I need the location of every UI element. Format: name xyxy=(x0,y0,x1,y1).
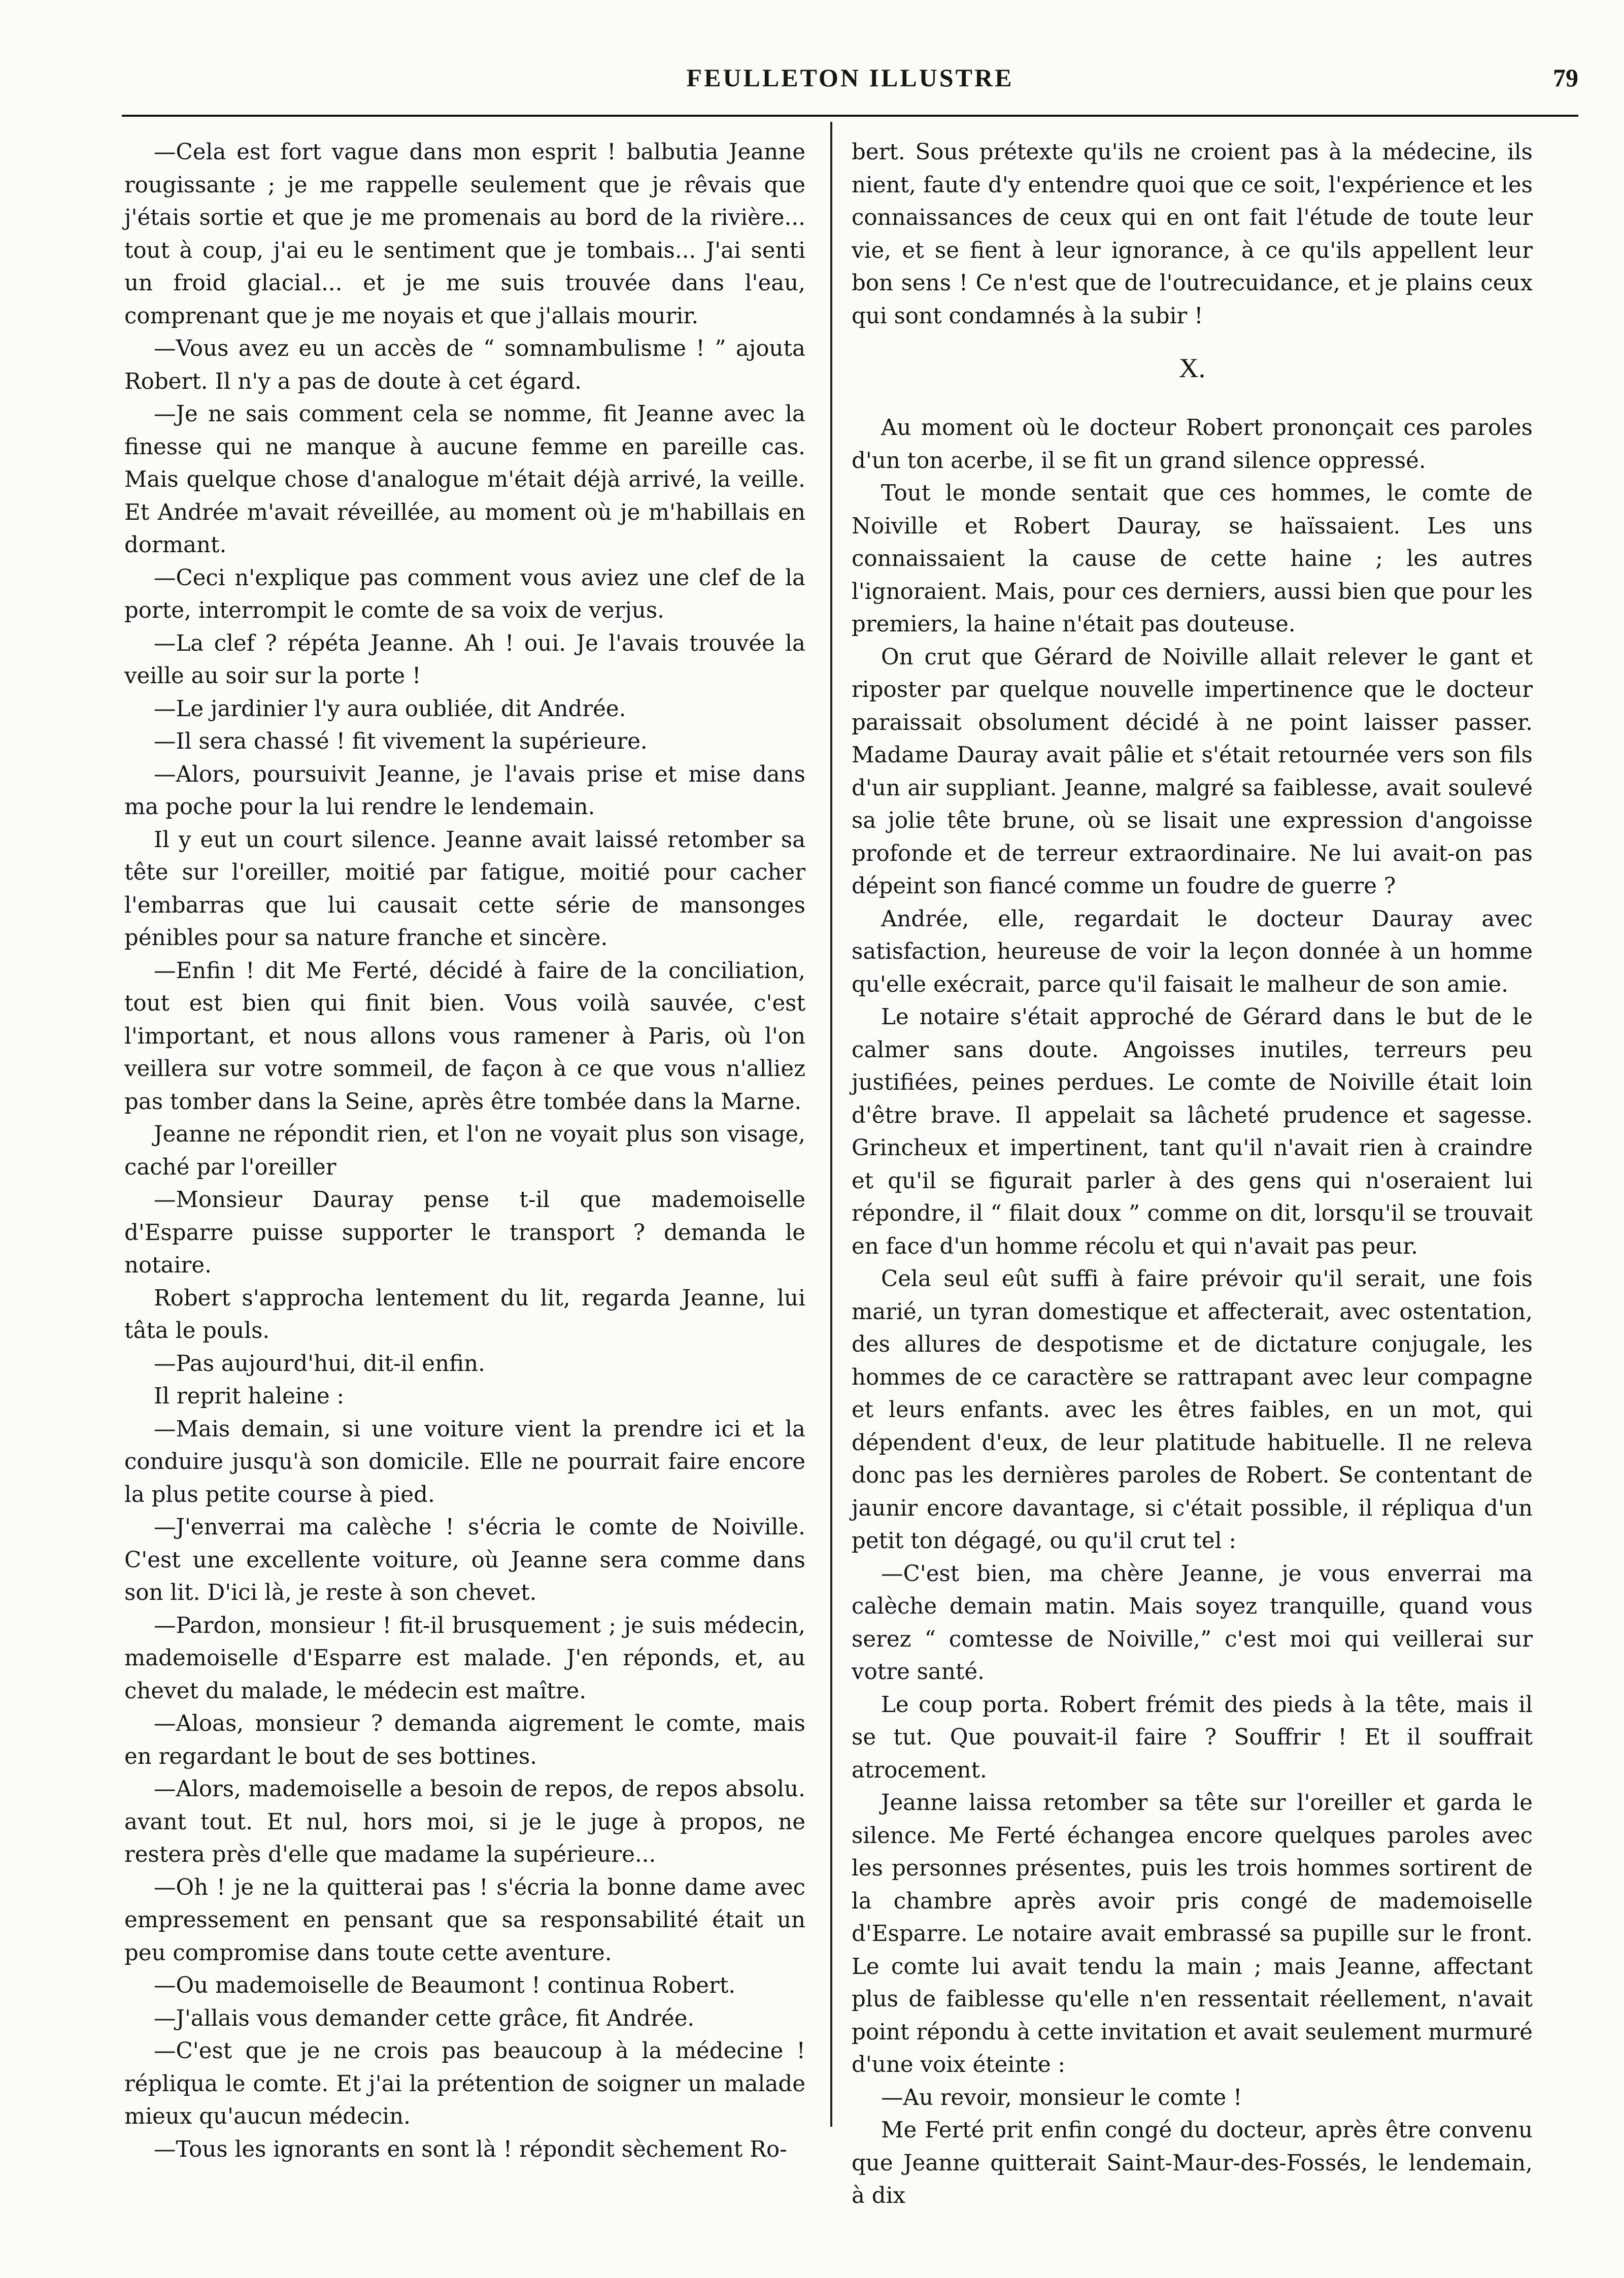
left-column xyxy=(124,136,805,2162)
chapter-heading: X. xyxy=(1178,353,1206,383)
running-title: FEULLETON ILLUSTRE xyxy=(686,63,1014,92)
paragraph: —Alors, poursuivit Jeanne, je l'avais prise et mise dans ma poche pour la lui rendre le lendemain. xyxy=(124,761,805,820)
right-column xyxy=(852,136,1533,2208)
paragraph-continued: bert. Sous prétexte qu'ils ne croient pas à la médecine, ils nient, faute d'y entendre quoi que ce soit, l'expérience et les connaissances de ceux qui en ont fait l'étude de toute leur vie, et se fient à leur ignorance, à ce qu'ils appellent leur bon sens ! Ce n'est que de l'outrecuidance, et je plains ceux qui sont condamnés à la subir ! xyxy=(852,140,1533,329)
paragraph: —Pardon, monsieur ! fit-il brusquement ; je suis médecin, mademoiselle d'Esparre est malade. J'en réponds, et, au chevet du malade, le médecin est maître. xyxy=(124,1613,805,1704)
column-divider xyxy=(830,122,832,2127)
paragraph: —J'allais vous demander cette grâce, fit Andrée. xyxy=(154,2005,695,2031)
paragraph: —Mais demain, si une voiture vient la prendre ici et la conduire jusqu'à son domicile. Elle ne pourrait faire encore la plus petite course à pied. xyxy=(124,1416,805,1508)
paragraph: Robert s'approcha lentement du lit, regarda Jeanne, lui tâta le pouls. xyxy=(124,1285,805,1344)
paragraph: Il y eut un court silence. Jeanne avait laissé retomber sa tête sur l'oreiller, moitié par fatigue, moitié pour cacher l'embarras que lui causait cette série de mansonges pénibles pour sa nature franche et sincère. xyxy=(124,827,805,951)
paragraph: —Je ne sais comment cela se nomme, fit Jeanne avec la finesse qui ne manque à aucune femme en pareille cas. Mais quelque chose d'analogue m'était déjà arrivé, la veille. Et Andrée m'avait réveillée, au moment où je m'habillais en dormant. xyxy=(124,401,805,558)
paragraph: —Pas aujourd'hui, dit-il enfin. xyxy=(154,1351,485,1377)
paragraph: Andrée, elle, regardait le docteur Dauray avec satisfaction, heureuse de voir la leçon donnée à un homme qu'elle exécrait, parce qu'il faisait le malheur de son amie. xyxy=(852,906,1533,997)
paragraph: Au moment où le docteur Robert prononçait ces paroles d'un ton acerbe, il se fit un grand silence oppressé. xyxy=(852,415,1533,474)
paragraph: —Tous les ignorants en sont là ! répondit sèchement Ro- xyxy=(154,2136,787,2162)
header-rule xyxy=(122,115,1578,117)
paragraph: —Ou mademoiselle de Beaumont ! continua Robert. xyxy=(154,1973,736,1998)
paragraph: —C'est que je ne crois pas beaucoup à la médecine ! répliqua le comte. Et j'ai la prétention de soigner un malade mieux qu'aucun médecin. xyxy=(124,2038,805,2129)
paragraph: Me Ferté prit enfin congé du docteur, après être convenu que Jeanne quitterait Saint-Maur-des-Fossés, le lendemain, à dix xyxy=(852,2118,1533,2208)
paragraph: —Ceci n'explique pas comment vous aviez une clef de la porte, interrompit le comte de sa voix de verjus. xyxy=(124,565,805,623)
paragraph: —J'enverrai ma calèche ! s'écria le comte de Noiville. C'est une excellente voiture, où Jeanne sera comme dans son lit. D'ici là, je reste à son chevet. xyxy=(124,1515,805,1605)
paragraph: Tout le monde sentait que ces hommes, le comte de Noiville et Robert Dauray, se haïssaient. Les uns connaissaient la cause de cette haine ; les autres l'ignoraient. Mais, pour ces derniers, aussi bien que pour les premiers, la haine n'était pas douteuse. xyxy=(852,481,1533,637)
paragraph: —Cela est fort vague dans mon esprit ! balbutia Jeanne rougissante ; je me rappelle seulement que je rêvais que j'étais sortie et que je me promenais au bord de la rivière... tout à coup, j'ai eu le sentiment que je tombais... J'ai senti un froid glacial... et je me suis trouvée dans l'eau, comprenant que je me noyais et que j'allais mourir. xyxy=(124,140,805,329)
paragraph: —La clef ? répéta Jeanne. Ah ! oui. Je l'avais trouvée la veille au soir sur la porte ! xyxy=(124,630,805,689)
paragraph: Il reprit haleine : xyxy=(154,1384,345,1409)
paragraph: On crut que Gérard de Noiville allait relever le gant et riposter par quelque nouvelle impertinence que le docteur paraissait obsolument décidé à ne point laisser passer. Madame Dauray avait pâlie et s'était retournée vers son fils d'un air suppliant. Jeanne, malgré sa faiblesse, avait soulevé sa jolie tête brune, où se lisait une expression d'angoisse profonde et de terreur extraordinaire. Ne lui avait-on pas dépeint son fiancé comme un foudre de guerre ? xyxy=(852,644,1533,899)
paragraph: Le notaire s'était approché de Gérard dans le but de le calmer sans doute. Angoisses inutiles, terreurs peu justifiées, peines perdues. Le comte de Noiville était loin d'être brave. Il appelait sa lâcheté prudence et sagesse. Grincheux et impertinent, tant qu'il n'avait rien à craindre et qu'il se figurait parler à des gens qui n'oseraient lui répondre, il “ filait doux ” comme on dit, lorsqu'il se trouvait en face d'un homme récolu et qui n'avait pas peur. xyxy=(852,1004,1533,1259)
paragraph: Le coup porta. Robert frémit des pieds à la tête, mais il se tut. Que pouvait-il faire ? Souffrir ! Et il souffrait atrocement. xyxy=(852,1692,1533,1783)
page-header xyxy=(122,60,1578,116)
paragraph: —Aloas, monsieur ? demanda aigrement le comte, mais en regardant le bout de ses bottines. xyxy=(124,1711,805,1769)
paragraph: —Monsieur Dauray pense t-il que mademoiselle d'Esparre puisse supporter le transport ? demanda le notaire. xyxy=(124,1187,805,1278)
paragraph: Cela seul eût suffi à faire prévoir qu'il serait, une fois marié, un tyran domestique et affecterait, avec ostentation, des allures de despotisme et de dictature conjugale, les hommes de ce caractère se rattrapant avec leur compagne et leurs enfants. avec les êtres faibles, en un mot, qui dépendent d'eux, de leur platitude habituelle. Il ne releva donc pas les dernières paroles de Robert. Se contentant de jaunir encore davantage, si c'était possible, il répliqua d'un petit ton dégagé, ou qu'il crut tel : xyxy=(852,1266,1533,1554)
paragraph: —Oh ! je ne la quitterai pas ! s'écria la bonne dame avec empressement en pensant que sa responsabilité était un peu compromise dans toute cette aventure. xyxy=(124,1874,805,1966)
paragraph: —Enfin ! dit Me Ferté, décidé à faire de la conciliation, tout est bien qui finit bien. Vous voilà sauvée, c'est l'important, et nous allons vous ramener à Paris, où l'on veillera sur votre sommeil, de façon à ce que vous n'alliez pas tomber dans la Seine, après être tombée dans la Marne. xyxy=(124,958,805,1115)
paragraph: —Il sera chassé ! fit vivement la supérieure. xyxy=(154,729,648,754)
paragraph: Jeanne ne répondit rien, et l'on ne voyait plus son visage, caché par l'oreiller xyxy=(124,1122,805,1180)
paragraph: —Le jardinier l'y aura oubliée, dit Andrée. xyxy=(154,696,626,722)
paragraph: —Alors, mademoiselle a besoin de repos, de repos absolu. avant tout. Et nul, hors moi, si je le juge à propos, ne restera près d'elle que madame la supérieure... xyxy=(124,1777,805,1867)
page-number: 79 xyxy=(1553,63,1578,92)
paragraph: Jeanne laissa retomber sa tête sur l'oreiller et garda le silence. Me Ferté échangea encore quelques paroles avec les personnes présentes, puis les trois hommes sortirent de la chambre après avoir pris congé de mademoiselle d'Esparre. Le notaire avait embrassé sa pupille sur le front. Le comte lui avait tendu la main ; mais Jeanne, affectant plus de faiblesse qu'elle n'en ressentait réellement, n'avait point répondu à cette invitation et avait seulement murmuré d'une voix éteinte : xyxy=(852,1790,1533,2078)
paragraph: —C'est bien, ma chère Jeanne, je vous enverrai ma calèche demain matin. Mais soyez tranquille, quand vous serez “ comtesse de Noiville,” c'est moi qui veillerai sur votre santé. xyxy=(852,1561,1533,1685)
paragraph: —Vous avez eu un accès de “ somnambulisme ! ” ajouta Robert. Il n'y a pas de doute à cet égard. xyxy=(124,336,805,394)
paragraph: —Au revoir, monsieur le comte ! xyxy=(881,2085,1242,2110)
